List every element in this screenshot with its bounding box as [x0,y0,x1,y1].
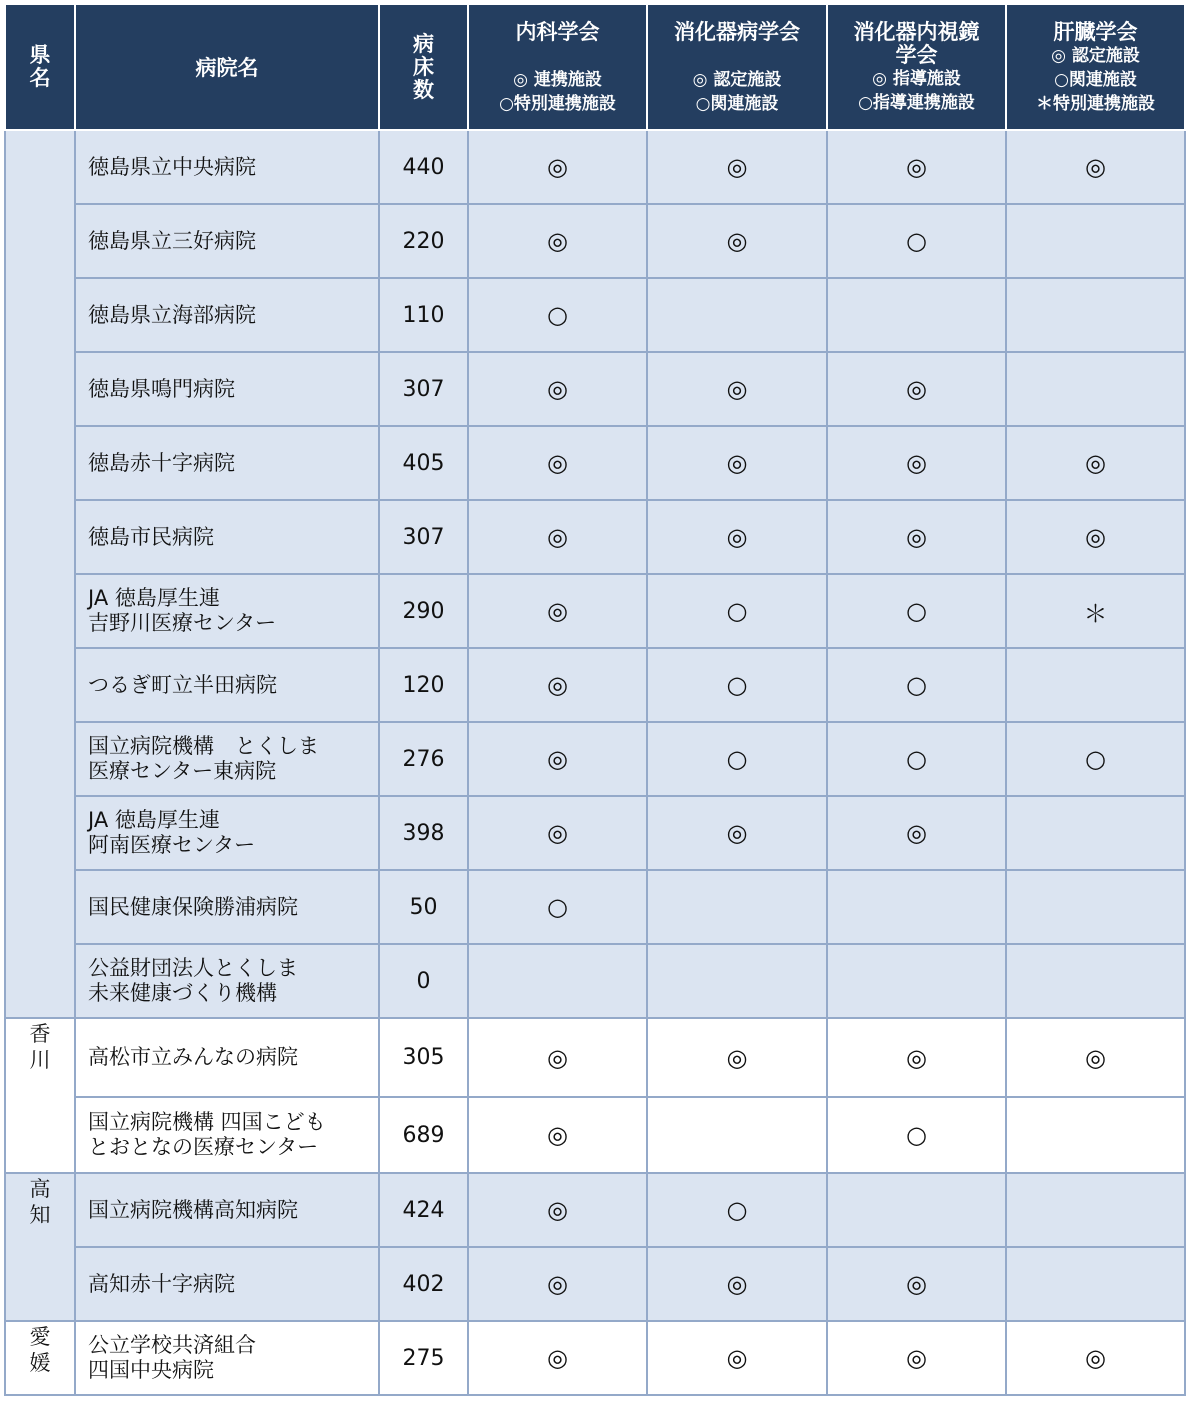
kanzo-mark: ◎ [1006,130,1185,204]
hospital-name-cell [75,500,379,574]
header-shokaki-legend-2: ○関連施設 [695,94,779,114]
bed-count: 275 [379,1321,468,1395]
table-row [5,722,1185,796]
shokaki-mark: ◎ [647,1321,827,1395]
hospital-name: 公益財団法人とくしま 未来健康づくり機構 [88,956,298,1005]
table-row [5,796,1185,870]
hospital-name: JA 徳島厚生連 阿南医療センター [88,808,256,857]
naika-mark: ◎ [468,574,647,648]
shokaki-mark: ◎ [647,204,827,278]
naishikyo-mark [827,870,1006,944]
table-header [5,4,1185,130]
hospital-name: 徳島赤十字病院 [88,450,235,475]
naishikyo-mark: ◎ [827,796,1006,870]
bed-count: 689 [379,1097,468,1173]
hospital-name-cell [75,1173,379,1247]
bed-count: 305 [379,1018,468,1097]
kanzo-mark: ＊ [1006,574,1185,648]
table-row [5,1321,1185,1395]
naika-mark: ○ [468,278,647,352]
kanzo-mark: ◎ [1006,500,1185,574]
header-kanzo-legend-1: ◎ 認定施設 [1051,46,1140,66]
shokaki-mark: ○ [647,574,827,648]
header-kanzo-legend-2: ○関連施設 [1054,70,1137,90]
kanzo-mark [1006,278,1185,352]
hospital-name: JA 徳島厚生連 吉野川医療センター [88,586,277,635]
kanzo-mark [1006,204,1185,278]
shokaki-mark: ◎ [647,1018,827,1097]
hospital-name: 国民健康保険勝浦病院 [88,894,298,919]
naishikyo-mark: ○ [827,722,1006,796]
naishikyo-mark: ◎ [827,130,1006,204]
bed-count: 307 [379,352,468,426]
header-kanzo [1006,4,1185,130]
shokaki-mark: ◎ [647,130,827,204]
table-row [5,1097,1185,1173]
table-row [5,1247,1185,1321]
table-row [5,130,1185,204]
shokaki-mark: ○ [647,648,827,722]
kanzo-mark: ◎ [1006,426,1185,500]
prefecture-cell [5,1173,75,1321]
header-shokaki-title: 消化器病学会 [674,20,800,44]
table-body [5,130,1185,1395]
hospital-name: 高松市立みんなの病院 [88,1045,298,1069]
naishikyo-mark [827,278,1006,352]
naika-mark: ◎ [468,796,647,870]
header-beds: 病 床 数 [379,4,468,130]
shokaki-mark: ◎ [647,796,827,870]
hospital-name: 公立学校共済組合 四国中央病院 [88,1333,256,1382]
hospital-name-cell [75,130,379,204]
hospital-name: 徳島市民病院 [88,524,214,549]
bed-count: 402 [379,1247,468,1321]
naika-mark: ◎ [468,722,647,796]
prefecture-label: 愛 媛 [29,1325,51,1375]
naika-mark: ◎ [468,352,647,426]
shokaki-mark: ○ [647,722,827,796]
shokaki-mark: ○ [647,1173,827,1247]
bed-count: 440 [379,130,468,204]
naika-mark: ◎ [468,204,647,278]
kanzo-mark [1006,944,1185,1018]
naika-mark: ◎ [468,1247,647,1321]
bed-count: 110 [379,278,468,352]
table-row [5,352,1185,426]
naika-mark: ◎ [468,648,647,722]
naishikyo-mark: ○ [827,204,1006,278]
bed-count: 0 [379,944,468,1018]
bed-count: 276 [379,722,468,796]
naishikyo-mark: ○ [827,1097,1006,1173]
hospital-name-cell [75,426,379,500]
naika-mark: ◎ [468,1097,647,1173]
hospital-name: 国立病院機構高知病院 [88,1197,298,1222]
bed-count: 220 [379,204,468,278]
header-prefecture: 県 名 [5,4,75,130]
header-naishikyo [827,4,1006,130]
hospital-name: つるぎ町立半田病院 [88,672,277,697]
kanzo-mark [1006,1173,1185,1247]
table-row [5,204,1185,278]
table-row [5,574,1185,648]
header-naika [468,4,647,130]
hospital-name-cell [75,204,379,278]
table-row [5,500,1185,574]
shokaki-mark [647,1097,827,1173]
naishikyo-mark: ○ [827,574,1006,648]
table-row [5,944,1185,1018]
prefecture-label: 香 川 [29,1022,51,1072]
bed-count: 405 [379,426,468,500]
naika-mark: ◎ [468,426,647,500]
bed-count: 290 [379,574,468,648]
header-kanzo-legend-3: ＊特別連携施設 [1036,94,1155,114]
header-naishikyo-title-1: 消化器内視鏡 [853,20,980,44]
prefecture-cell [5,1321,75,1395]
hospital-table [4,3,1186,1396]
shokaki-mark: ◎ [647,352,827,426]
hospital-name: 国立病院機構 四国こども とおとなの医療センター [88,1110,326,1159]
table-row [5,278,1185,352]
hospital-name-cell [75,648,379,722]
naishikyo-mark [827,1173,1006,1247]
header-naika-title: 内科学会 [515,20,600,44]
hospital-name-cell [75,870,379,944]
naika-mark: ◎ [468,1018,647,1097]
header-hospital-name: 病院名 [75,4,379,130]
naishikyo-mark: ◎ [827,1247,1006,1321]
kanzo-mark: ◎ [1006,1018,1185,1097]
kanzo-mark [1006,1097,1185,1173]
hospital-name: 徳島県立中央病院 [88,154,256,179]
shokaki-mark: ◎ [647,1247,827,1321]
kanzo-mark [1006,352,1185,426]
prefecture-cell [5,1018,75,1173]
kanzo-mark [1006,796,1185,870]
bed-count: 424 [379,1173,468,1247]
hospital-name: 徳島県立三好病院 [88,228,256,253]
hospital-name-cell [75,352,379,426]
header-naika-legend-1: ◎ 連携施設 [513,70,602,90]
prefecture-label: 高 知 [29,1177,51,1227]
kanzo-mark [1006,870,1185,944]
naishikyo-mark: ◎ [827,352,1006,426]
hospital-name-cell [75,1247,379,1321]
hospital-name-cell [75,722,379,796]
shokaki-mark [647,278,827,352]
bed-count: 398 [379,796,468,870]
kanzo-mark [1006,648,1185,722]
table-row [5,648,1185,722]
bed-count: 120 [379,648,468,722]
hospital-name-cell [75,944,379,1018]
naishikyo-mark: ◎ [827,426,1006,500]
naika-mark: ◎ [468,1173,647,1247]
hospital-name: 徳島県立海部病院 [88,302,256,327]
naishikyo-mark: ◎ [827,1018,1006,1097]
prefecture-cell [5,130,75,1018]
shokaki-mark: ◎ [647,426,827,500]
hospital-name: 国立病院機構 とくしま 医療センター東病院 [88,734,319,783]
shokaki-mark: ◎ [647,500,827,574]
naika-mark [468,944,647,1018]
naika-mark: ○ [468,870,647,944]
hospital-name-cell [75,796,379,870]
table-row [5,1173,1185,1247]
naika-mark: ◎ [468,130,647,204]
hospital-name: 高知赤十字病院 [88,1271,235,1296]
hospital-name-cell [75,278,379,352]
header-naishikyo-legend-2: ○指導連携施設 [858,93,975,113]
naishikyo-mark [827,944,1006,1018]
kanzo-mark: ◎ [1006,1321,1185,1395]
bed-count: 307 [379,500,468,574]
naika-mark: ◎ [468,1321,647,1395]
shokaki-mark [647,944,827,1018]
table-row [5,426,1185,500]
table-row [5,1018,1185,1097]
kanzo-mark [1006,1247,1185,1321]
hospital-name: 徳島県鳴門病院 [88,376,235,401]
header-kanzo-title: 肝臓学会 [1053,20,1138,44]
bed-count: 50 [379,870,468,944]
naishikyo-mark: ◎ [827,500,1006,574]
naika-mark: ◎ [468,500,647,574]
naishikyo-mark: ◎ [827,1321,1006,1395]
hospital-name-cell [75,1097,379,1173]
header-shokaki [647,4,827,130]
table-row [5,870,1185,944]
shokaki-mark [647,870,827,944]
hospital-name-cell [75,1321,379,1395]
header-naishikyo-title-2: 学会 [895,43,938,67]
naishikyo-mark: ○ [827,648,1006,722]
kanzo-mark: ○ [1006,722,1185,796]
hospital-name-cell [75,1018,379,1097]
hospital-name-cell [75,574,379,648]
header-shokaki-legend-1: ◎ 認定施設 [692,70,782,90]
header-naika-legend-2: ○特別連携施設 [499,94,616,114]
header-naishikyo-legend-1: ◎ 指導施設 [872,69,961,89]
